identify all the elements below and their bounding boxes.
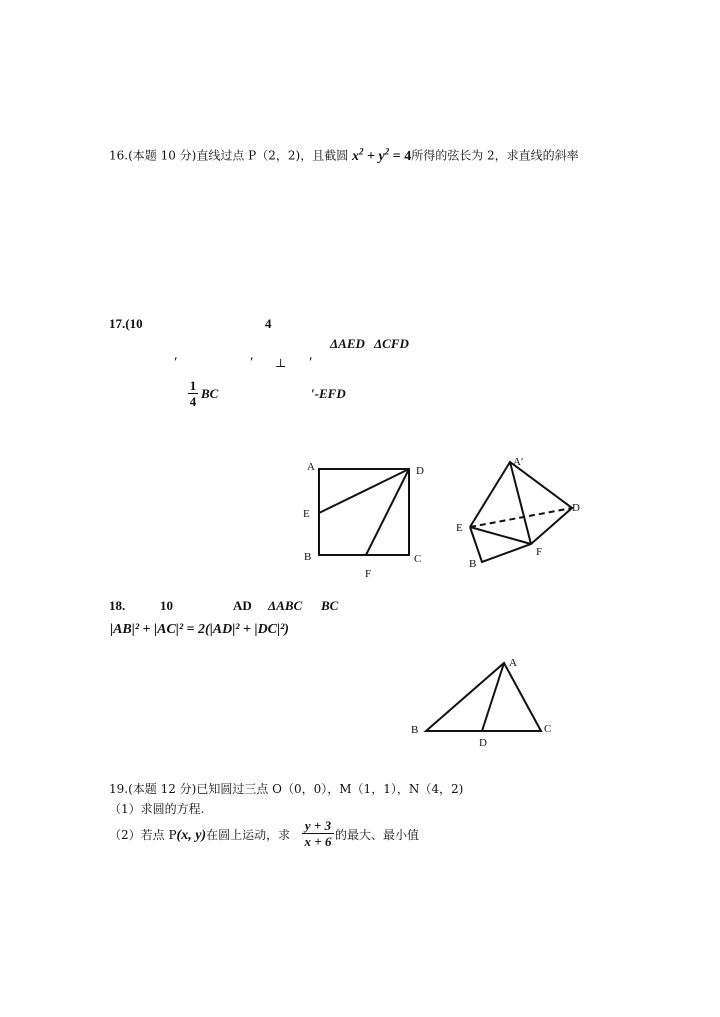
q17-prime-2: ′ xyxy=(250,354,254,369)
label-c: C xyxy=(414,553,422,565)
q16-tail: 所得的弦长为 2，求直线的斜率 xyxy=(411,148,579,163)
q17-bc: BC xyxy=(201,386,219,401)
q18-triangle-figure xyxy=(405,655,565,750)
q17-fraction xyxy=(187,378,199,409)
q17-prime-1: ′ xyxy=(174,354,178,369)
label-a-prime: A′ xyxy=(513,456,524,468)
q19-part-2 xyxy=(109,826,290,844)
q16-circle-equation: $x^2 + y^2 = 4$ xyxy=(352,146,412,164)
label-b: B xyxy=(411,724,419,736)
q19-fraction-denominator: x + 6 xyxy=(304,834,332,849)
label-c: C xyxy=(544,723,552,735)
q17-folded-figure xyxy=(450,452,590,574)
label-a: A xyxy=(509,657,517,669)
segment-ef xyxy=(470,527,531,544)
q18-triangle: ΔABC xyxy=(268,598,303,613)
q18-formula: |AB|² + |AC|² = 2(|AD|² + |DC|²) xyxy=(110,622,289,637)
folded-outline xyxy=(470,462,572,562)
q18-bc: BC xyxy=(321,598,339,613)
q19-part-1: （1）求圆的方程. xyxy=(109,802,205,816)
q19-fraction xyxy=(301,818,335,849)
q17-efd: ′-EFD xyxy=(311,386,346,401)
q18-ten: 10 xyxy=(160,598,173,613)
label-e: E xyxy=(456,522,463,534)
label-d: D xyxy=(572,502,580,514)
q19-fraction-numerator: y + 3 xyxy=(304,818,332,833)
q19-point: (x, y) xyxy=(176,828,207,843)
q18-ad: AD xyxy=(233,598,252,613)
q16-line xyxy=(109,146,579,165)
segment-fd xyxy=(366,469,409,555)
label-f: F xyxy=(365,568,372,580)
label-d: D xyxy=(479,737,487,749)
q17-fraction-numerator: 1 xyxy=(189,378,197,393)
label-e: E xyxy=(303,508,310,520)
q17-perp-symbol: ⊥ xyxy=(275,356,287,370)
q17-triangle-aed: ΔAED xyxy=(330,336,365,351)
label-b: B xyxy=(304,551,312,563)
q17-fraction-denominator: 4 xyxy=(189,394,197,409)
q16-lead: (本题 10 分)直线过点 P（2，2)，且截圆 xyxy=(128,148,349,163)
label-d: D xyxy=(416,465,424,477)
segment-ed-dashed xyxy=(470,508,572,527)
segment-ed xyxy=(319,469,409,513)
q17-square-figure xyxy=(298,455,430,585)
q19-part-2-mid: 在圆上运动，求 xyxy=(206,828,291,842)
q17-number: 17.(10 xyxy=(109,316,143,331)
triangle-abc xyxy=(426,663,541,731)
q17-prime-3: ′ xyxy=(309,354,313,369)
q19-part-2-lead: （2）若点 P xyxy=(109,828,177,842)
q18-number: 18. xyxy=(109,598,126,613)
q16-number: 16. xyxy=(109,148,129,163)
square-outline xyxy=(319,469,409,555)
label-f: F xyxy=(536,546,543,558)
label-b: B xyxy=(469,558,477,570)
q17-triangle-cfd: ΔCFD xyxy=(374,336,409,351)
label-a: A xyxy=(307,461,315,473)
q17-four: 4 xyxy=(265,316,272,331)
q19-stem: 19.(本题 12 分)已知圆过三点 O（0，0），M（1，1），N（4，2) xyxy=(109,782,464,796)
q19-part-2-tail: 的最大、最小值 xyxy=(335,828,420,842)
